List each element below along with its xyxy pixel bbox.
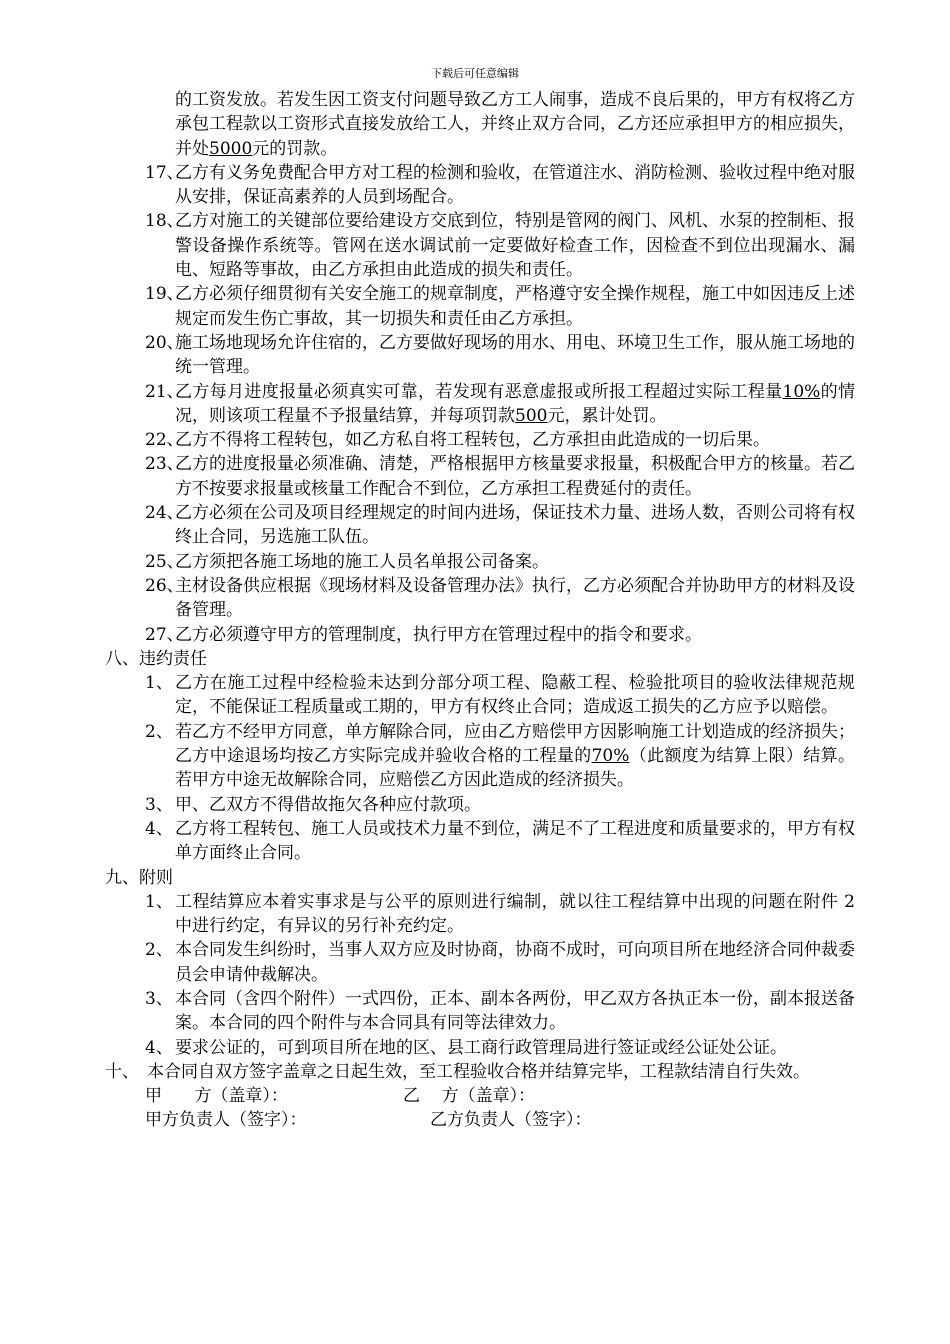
clause-number: 4、 (145, 818, 173, 839)
signature-rep-row (105, 1108, 855, 1132)
clause-number: 2、 (145, 940, 173, 961)
clause-24 (105, 501, 855, 550)
section-9-clause-1 (105, 890, 855, 939)
clause-text: 甲、乙双方不得借故拖欠各种应付款项。 (175, 794, 481, 815)
section-9-title: 九、附则 (105, 867, 173, 888)
clause-26 (105, 574, 855, 623)
section-8-clause-1 (105, 671, 855, 720)
clause-text: 乙方的进度报量必须准确、清楚，严格根据甲方核量要求报量，积极配合甲方的核量。若乙方不按要求报量或核量工作配合不到位，乙方承担工程费延付的责任。 (175, 454, 855, 499)
clause-number: 1、 (145, 891, 173, 912)
clause-number: 26、 (145, 575, 184, 596)
clause-19 (105, 282, 855, 331)
clause-text: 乙方必须遵守甲方的管理制度，执行甲方在管理过程中的指令和要求。 (175, 624, 702, 645)
clause-number: 27、 (145, 624, 184, 645)
clause-number: 3、 (145, 794, 173, 815)
clause-17 (105, 161, 855, 210)
clause-22 (105, 428, 855, 452)
clause-number: 23、 (145, 454, 184, 475)
clause-25 (105, 550, 855, 574)
clause-text: 乙方必须仔细贯彻有关安全施工的规章制度，严格遵守安全操作规程，施工中如因违反上述规定而发生伤亡事故，其一切损失和责任由乙方承担。 (175, 284, 855, 329)
section-text: 本合同自双方签字盖章之日起生效，至工程验收合格并结算完毕，工程款结清自行失效。 (147, 1061, 810, 1082)
signature-seal-row (105, 1084, 855, 1108)
clause-text: 乙方有义务免费配合甲方对工程的检测和验收，在管道注水、消防检测、验收过程中绝对服从安排，保证高素养的人员到场配合。 (175, 162, 855, 208)
party-a-seal-label: 甲 方（盖章）： (145, 1086, 288, 1107)
party-a-rep-label: 甲方负责人（签字）： (145, 1110, 307, 1131)
clause-16-continuation: 的工资发放。若发生因工资支付问题导致乙方工人闹事，造成不良后果的，甲方有权将乙方承包工程款以工资形式直接发放给工人，并终止双方合同，乙方还应承担甲方的相应损失，并处5000元的罚款。 (175, 90, 855, 159)
clause-23 (105, 452, 855, 501)
clause-text: 乙方须把各施工场地的施工人员名单报公司备案。 (175, 551, 549, 572)
clause-21: 21、 乙方每月进度报量必须真实可靠，若发现有恶意虚报或所报工程超过实际工程量10%的情况，则该项工程量不予报量结算，并每项罚款500元，累计处罚。 (145, 381, 856, 426)
clause-text: 要求公证的，可到项目所在地的区、县工商行政管理局进行签证或经公证处公证。 (175, 1037, 787, 1058)
clause-text: 本合同（含四个附件）一式四份，正本、副本各两份，甲乙双方各执正本一份，副本报送备案。本合同的四个附件与本合同具有同等法律效力。 (175, 988, 855, 1034)
clause-number: 20、 (145, 332, 184, 353)
contract-body (105, 88, 855, 1133)
clause-number: 18、 (145, 211, 184, 232)
penalty-amount: 5000 (209, 138, 253, 159)
clause-text: 乙方将工程转包、施工人员或技术力量不到位，满足不了工程进度和质量要求的，甲方有权单方面终止合同。 (175, 818, 855, 864)
clause-text: 主材设备供应根据《现场材料及设备管理办法》执行，乙方必须配合并协助甲方的材料及设备管理。 (175, 575, 855, 621)
clause-number: 1、 (145, 673, 173, 694)
section-9-clause-3 (105, 987, 855, 1036)
clause-number: 25、 (145, 551, 184, 572)
section-8-title: 八、违约责任 (105, 648, 207, 669)
clause-text: 乙方不得将工程转包，如乙方私自将工程转包，乙方承担由此造成的一切后果。 (175, 430, 770, 451)
section-8-clause-2: 2、 若乙方不经甲方同意，单方解除合同，应由乙方赔偿甲方因影响施工计划造成的经济损失；乙方中途退场均按乙方实际完成并验收合格的工程量的70%（此额度为结算上限）结算。若甲方中途无故解除合同，应赔偿乙方因此造成的经济损失。 (145, 721, 856, 791)
clause-number: 22、 (145, 430, 184, 451)
clause-number: 24、 (145, 503, 184, 524)
clause-18 (105, 209, 855, 282)
clause-number: 19、 (145, 284, 184, 305)
clause-number: 4、 (145, 1037, 173, 1058)
clause-text: 本合同发生纠纷时，当事人双方应及时协商，协商不成时，可向项目所在地经济合同仲裁委员会申请仲裁解决。 (175, 940, 855, 985)
section-10 (105, 1060, 855, 1084)
clause-text: 乙方在施工过程中经检验未达到分部分项工程、隐蔽工程、检验批项目的验收法律规范规定，不能保证工程质量或工期的，甲方有权终止合同；造成返工损失的乙方应予以赔偿。 (175, 673, 855, 718)
party-b-rep-label: 乙方负责人（签字）： (430, 1110, 592, 1131)
clause-20 (105, 331, 855, 380)
clause-number: 3、 (145, 988, 173, 1009)
section-9-clause-4 (105, 1036, 855, 1060)
settlement-ratio: 70% (591, 746, 630, 767)
clause-text: 工程结算应本着实事求是与公平的原则进行编制，就以往工程结算中出现的问题在附件 2 中进行约定，有异议的另行补充约定。 (175, 891, 855, 937)
clause-number: 21、 (145, 381, 184, 402)
party-b-seal-label: 乙 方（盖章）： (403, 1086, 536, 1107)
clause-number: 2、 (145, 721, 173, 742)
clause-27 (105, 623, 855, 647)
overreport-threshold: 10% (782, 381, 821, 402)
clause-text: 施工场地现场允许住宿的，乙方要做好现场的用水、用电、环境卫生工作，服从施工场地的统一管理。 (175, 332, 855, 378)
section-8-clause-4 (105, 817, 855, 866)
section-number: 十、 (105, 1061, 139, 1082)
clause-number: 17、 (145, 162, 184, 183)
clause-text: 乙方对施工的关键部位要给建设方交底到位，特别是管网的阀门、风机、水泵的控制柜、报警设备操作系统等。管网在送水调试前一定要做好检查工作，因检查不到位出现漏水、漏电、短路等事故，由乙方承担由此造成的损失和责任。 (175, 211, 855, 281)
page-header: 下载后可任意编辑 (431, 67, 519, 80)
section-9-clause-2 (105, 938, 855, 987)
clause-text: 乙方必须在公司及项目经理规定的时间内进场，保证技术力量、进场人数，否则公司将有权终止合同，另选施工队伍。 (175, 503, 855, 548)
section-8-clause-3 (105, 793, 855, 817)
penalty-amount: 500 (515, 405, 548, 426)
